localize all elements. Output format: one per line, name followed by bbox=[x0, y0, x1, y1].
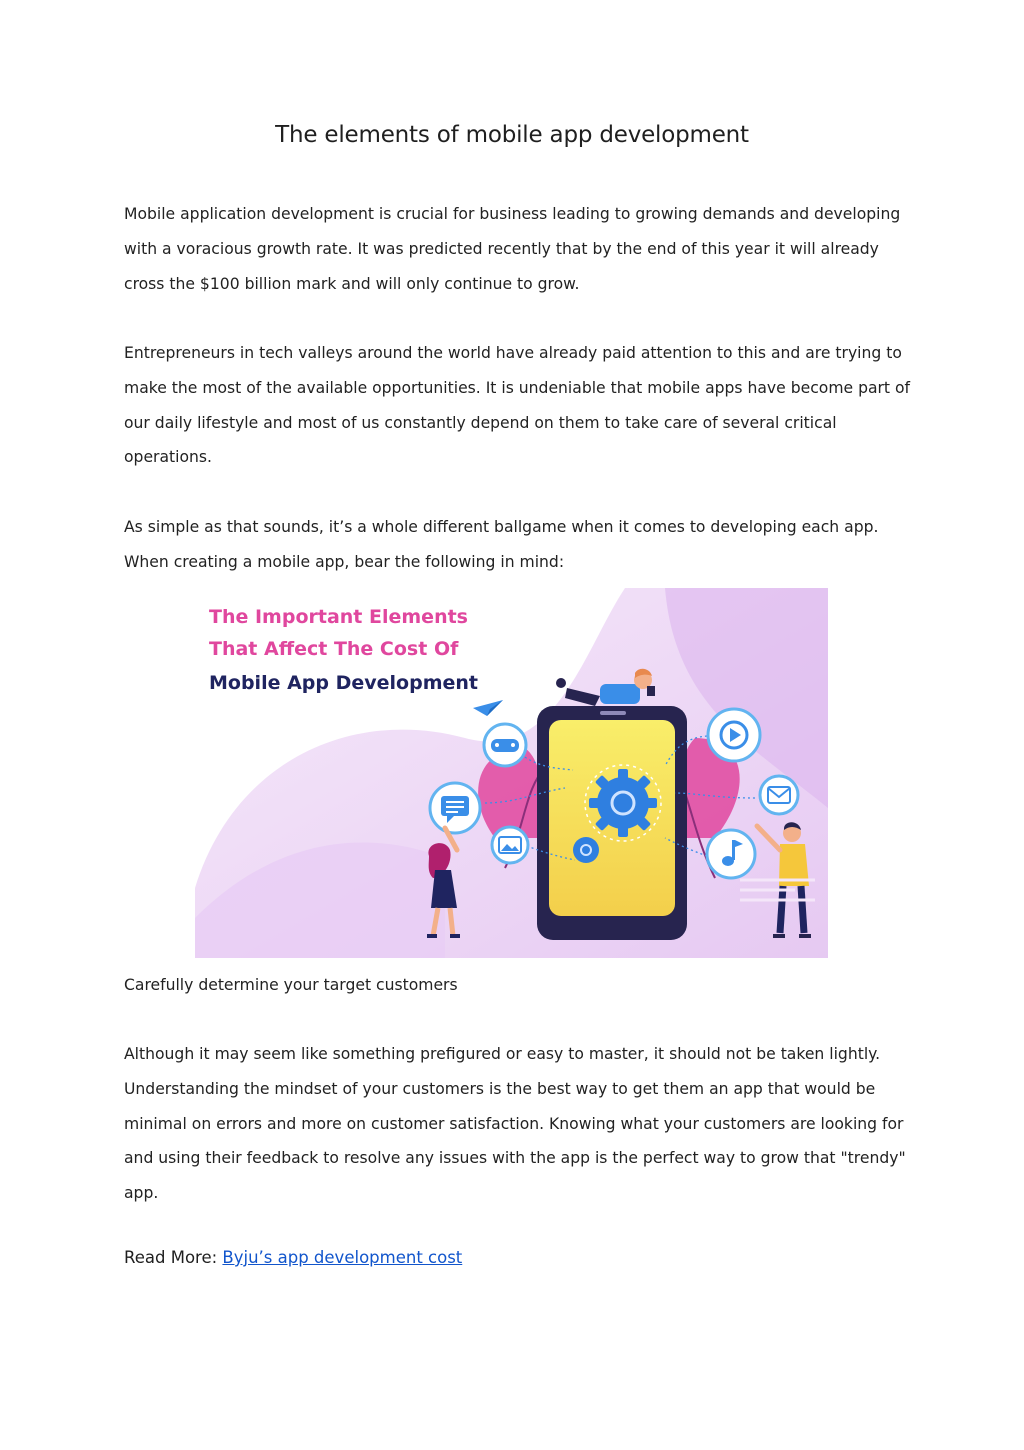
read-more-link[interactable]: Byju’s app development cost bbox=[222, 1248, 463, 1267]
paragraph-customer-mindset: Although it may seem like something prefigured or easy to master, it should not be taken lightly. Understanding the mindset of your customers is the best way to get them an app that would be minimal on errors and more on customer satisfaction. Knowing what your customers are looking for and using their feedback to resolve any issues with the app is the perfect way to grow that "trendy" app. bbox=[124, 1045, 906, 1203]
play-icon bbox=[708, 709, 760, 761]
paragraph-ballgame: As simple as that sounds, it’s a whole different ballgame when it comes to developing each app. When creating a mobile app, bear the following in mind: bbox=[124, 518, 879, 571]
image-icon bbox=[492, 827, 528, 863]
game-controller-icon bbox=[484, 724, 526, 766]
illustration-heading-line1: The Important Elements bbox=[209, 606, 468, 628]
mail-icon bbox=[760, 776, 798, 814]
paragraph-target-customers: Carefully determine your target customers bbox=[124, 976, 458, 994]
page-title: The elements of mobile app development bbox=[275, 122, 749, 148]
illustration-mobile-app-elements bbox=[195, 588, 828, 958]
read-more bbox=[124, 1248, 462, 1267]
music-note-icon bbox=[707, 830, 755, 878]
chat-icon bbox=[430, 783, 480, 833]
illustration-heading-line3: Mobile App Development bbox=[209, 672, 478, 694]
paragraph-intro: Mobile application development is crucial for business leading to growing demands and developing with a voracious growth rate. It was predicted recently that by the end of this year it will already cross the $100 billion mark and will only continue to grow. bbox=[124, 205, 901, 293]
illustration-heading-line2: That Affect The Cost Of bbox=[209, 638, 459, 660]
paragraph-entrepreneurs: Entrepreneurs in tech valleys around the world have already paid attention to this and are trying to make the most of the available opportunities. It is undeniable that mobile apps have become part of our daily lifestyle and most of us constantly depend on them to take care of several critical operations. bbox=[124, 344, 911, 467]
read-more-label: Read More: bbox=[124, 1248, 223, 1267]
